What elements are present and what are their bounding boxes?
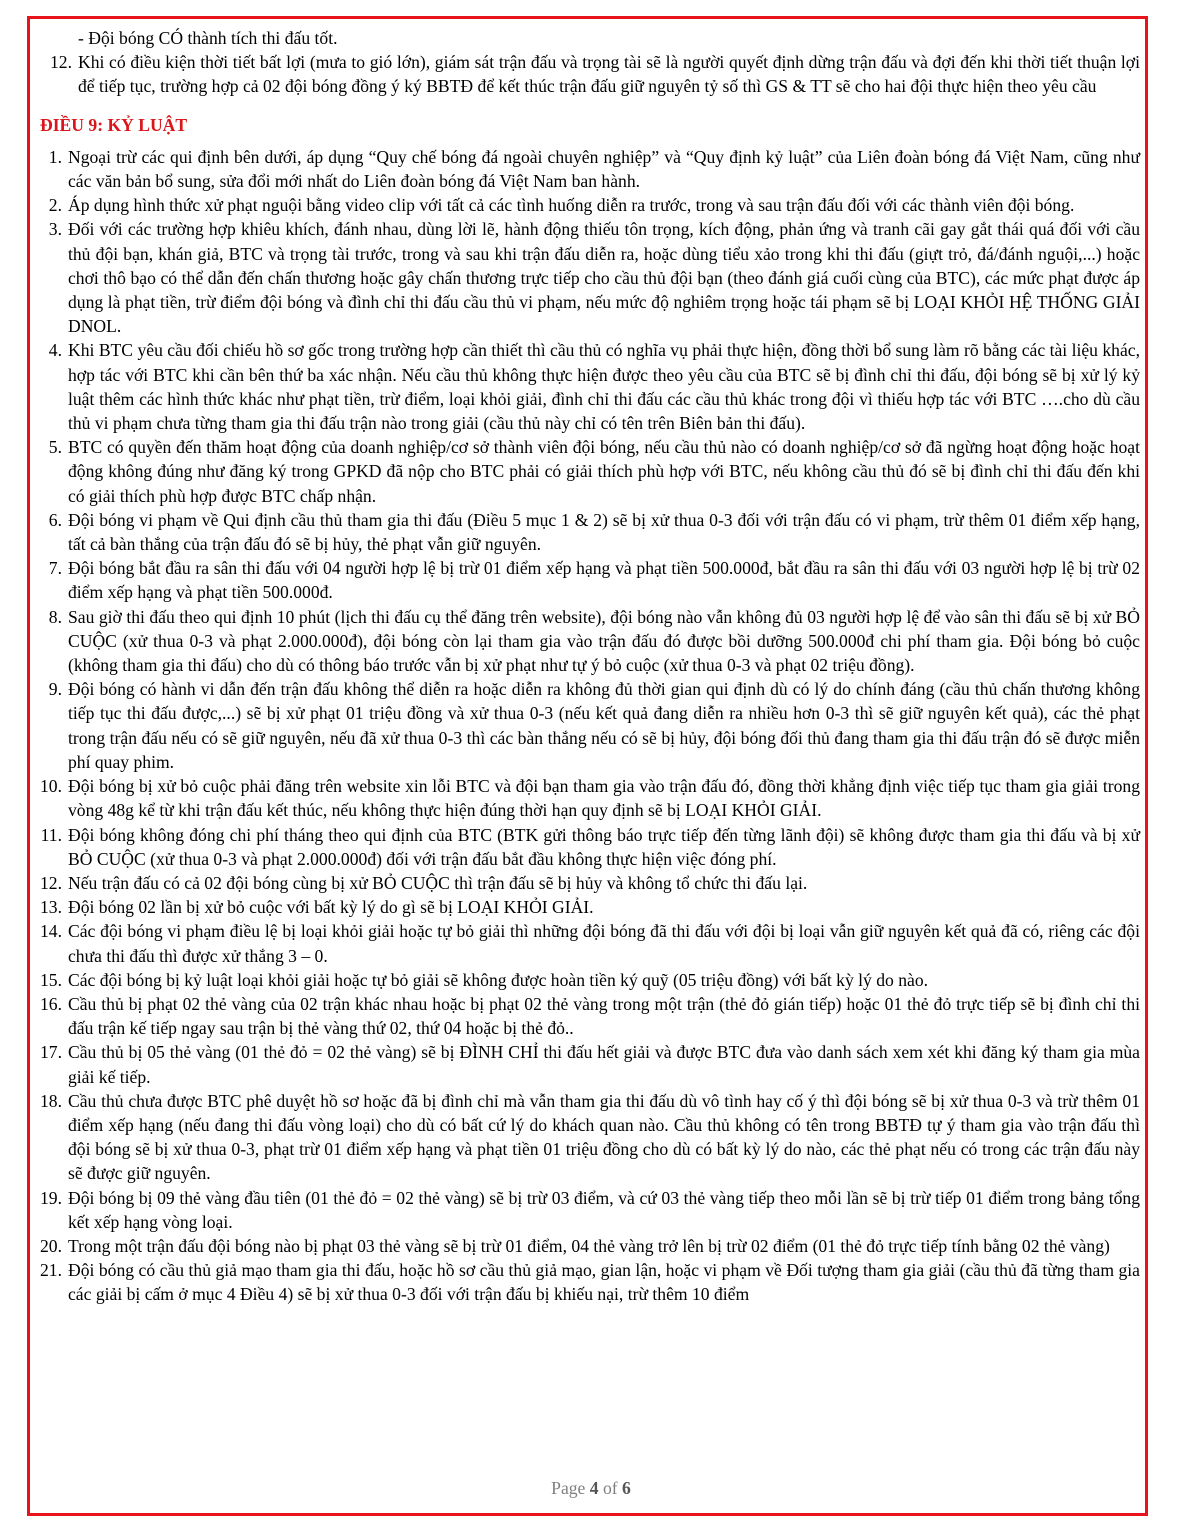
document-body [38,26,1140,1307]
list-text: Cầu thủ bị phạt 02 thẻ vàng của 02 trận khác nhau hoặc bị phạt 02 thẻ vàng trong một trận (thẻ đỏ gián tiếp) hoặc 01 thẻ đỏ trực tiếp sẽ bị đình chỉ thi đấu trận kế tiếp ngay sau trận bị thẻ vàng thứ 02, thứ 04 hoặc bị thẻ đỏ.. [68,993,1140,1039]
footer-current-page: 4 [589,1478,599,1498]
list-text: Đội bóng vi phạm về Qui định cầu thủ tham gia thi đấu (Điều 5 mục 1 & 2) sẽ bị xử thua 0-3 đối với trận đấu có vi phạm, trừ thêm 01 điểm xếp hạng, tất cả bàn thắng của trận đấu đó sẽ bị hủy, thẻ phạt vẫn giữ nguyên. [68,509,1140,555]
list-item [38,968,1140,992]
list-number: 5. [48,437,62,458]
footer-total-pages: 6 [622,1478,631,1498]
list-number: 17. [40,1042,62,1063]
list-number: 12. [40,872,62,893]
list-number: 19. [40,1187,62,1208]
list-text: Đội bóng có hành vi dẫn đến trận đấu không thể diễn ra hoặc diễn ra không đủ thời gian qui định dù có lý do chính đáng (cầu thủ chấn thương không tiếp tục thi đấu được,...) sẽ bị xử phạt 01 triệu đồng và xử thua 0-3 (nếu kết quả đang diễn ra nhiều hơn 0-3 thì sẽ giữ nguyên kết quả), các thẻ phạt trong trận đấu nếu có sẽ giữ nguyên, nếu đã xử thua 0-3 thì các bàn thắng nếu có sẽ bị hủy, đội bóng đối thủ đang tham gia thi đấu trận đó sẽ được miễn phí quay phim. [68,679,1140,772]
list-text: Đội bóng có cầu thủ giả mạo tham gia thi đấu, hoặc hồ sơ cầu thủ giả mạo, gian lận, hoặc vi phạm về Đối tượng tham gia giải (cầu thủ đã từng tham gia các giải bị cấm ở mục 4 Điều 4) sẽ bị xử thua 0-3 đối với trận đấu bị khiếu nại, trừ thêm 10 điểm [68,1260,1140,1305]
list-item [38,1089,1140,1186]
list-number: 16. [40,993,62,1014]
list-item [38,919,1140,967]
list-item [38,1040,1140,1088]
list-text: Trong một trận đấu đội bóng nào bị phạt 03 thẻ vàng sẽ bị trừ 01 điểm, 04 thẻ vàng trở lên bị trừ 02 điểm (01 thẻ đỏ trực tiếp tính bằng 02 thẻ vàng) [68,1235,1110,1256]
list-text: Áp dụng hình thức xử phạt nguội bằng video clip với tất cả các tình huống diễn ra trước, trong và sau trận đấu đối với các thành viên đội bóng. [68,195,1075,216]
list-item [38,895,1140,919]
list-text: BTC có quyền đến thăm hoạt động của doanh nghiệp/cơ sở thành viên đội bóng, nếu cầu thủ nào có doanh nghiệp/cơ sở đã ngừng hoạt động hoặc hoạt động không đúng như đăng ký trong GPKD đã nộp cho BTC phải có giải thích phù hợp với BTC, nếu không cầu thủ đó sẽ bị đình chỉ thi đấu đến khi có giải thích phù hợp được BTC chấp nhận. [68,437,1140,506]
list-item [38,871,1140,895]
footer-page-word: Page [551,1478,586,1498]
list-text: Sau giờ thi đấu theo qui định 10 phút (lịch thi đấu cụ thể đăng trên website), đội bóng nào vẫn không đủ 03 người hợp lệ để vào sân thi đấu sẽ bị xử BỎ CUỘC (xử thua 0-3 và phạt 2.000.000đ), đội bóng còn lại tham gia vào trận đấu đó được bồi dưỡng 500.000đ chi phí tham gia. Đội bóng bỏ cuộc (không tham gia thi đấu) cho dù có thông báo trước vẫn bị xử phạt như tự ý bỏ cuộc (xử thua 0-3 và phạt 02 triệu đồng). [68,606,1140,676]
top-continuation [38,26,1140,99]
continued-line: - Đội bóng CÓ thành tích thi đấu tốt. [78,28,338,48]
list-text: Ngoại trừ các qui định bên dưới, áp dụng “Quy chế bóng đá ngoài chuyên nghiệp” và “Quy định kỷ luật” của Liên đoàn bóng đá Việt Nam, cũng như các văn bản bổ sung, sửa đổi mới nhất do Liên đoàn bóng đá Việt Nam ban hành. [68,146,1140,192]
page-footer [0,1478,1182,1499]
list-number: 1. [48,146,62,167]
list-text: Đối với các trường hợp khiêu khích, đánh nhau, dùng lời lẽ, hành động thiếu tôn trọng, kích động, phản ứng và tranh cãi gay gắt thái quá đối với cầu thủ đội bạn, khán giả, BTC và trọng tài trước, trong và sau khi trận đấu diễn ra, hoặc dùng tiểu xảo trong khi thi đấu (giựt trỏ, đá/đánh nguội,...) hoặc chơi thô bạo có thể dẫn đến chấn thương hoặc gây chấn thương trực tiếp cho cầu thủ đội bạn (theo đánh giá cuối cùng của BTC), các mức phạt được áp dụng là phạt tiền, trừ điểm đội bóng và đình chỉ thi đấu cầu thủ vi phạm, nếu mức độ nghiêm trọng hoặc tái phạm sẽ bị LOẠI KHỎI HỆ THỐNG GIẢI DNOL. [68,219,1140,337]
list-number: 3. [48,219,62,240]
list-text: Cầu thủ bị 05 thẻ vàng (01 thẻ đỏ = 02 thẻ vàng) sẽ bị ĐÌNH CHỈ thi đấu hết giải và được BTC đưa vào danh sách xem xét khi đăng ký tham gia mùa giải kế tiếp. [68,1042,1140,1087]
list-item [38,145,1140,193]
list-number: 20. [40,1235,62,1256]
list-text: Đội bóng bắt đầu ra sân thi đấu với 04 người hợp lệ bị trừ 01 điểm xếp hạng và phạt tiền 500.000đ, bắt đầu ra sân thi đấu với 03 người hợp lệ bị trừ 02 điểm xếp hạng và phạt tiền 500.000đ. [68,558,1140,603]
list-text: Đội bóng bị xử bỏ cuộc phải đăng trên website xin lỗi BTC và đội bạn tham gia vào trận đấu đó, đồng thời khẳng định việc tiếp tục tham gia giải trong vòng 48g kể từ khi trận đấu kết thúc, nếu không thực hiện đúng thời hạn quy định sẽ bị LOẠI KHỎI GIẢI. [68,776,1140,821]
list-text: Cầu thủ chưa được BTC phê duyệt hồ sơ hoặc đã bị đình chỉ mà vẫn tham gia thi đấu dù vô tình hay cố ý thì đội bóng sẽ bị xử thua 0-3 và trừ thêm 01 điểm xếp hạng (nếu đang thi đấu vòng loại) cho dù có bất cứ lý do khách quan nào. Cầu thủ không có tên trong BBTĐ tự ý tham gia vào trận đấu thì đội bóng sẽ bị xử thua 0-3, phạt trừ 01 điểm xếp hạng và phạt tiền 01 triệu đồng cho dù có bất kỳ lý do nào, các thẻ phạt nếu có trong các trận đấu này sẽ được giữ nguyên. [68,1090,1140,1184]
list-number: 7. [48,558,62,579]
list-text: Nếu trận đấu có cả 02 đội bóng cùng bị xử BỎ CUỘC thì trận đấu sẽ bị hủy và không tổ chức thi đấu lại. [68,872,808,893]
list-number: 11. [40,824,62,845]
list-number: 18. [40,1090,62,1111]
list-item [38,992,1140,1040]
footer-of-word: of [602,1478,618,1498]
list-item-top-12 [48,50,1140,98]
list-text: Đội bóng 02 lần bị xử bỏ cuộc với bất kỳ lý do gì sẽ bị LOẠI KHỎI GIẢI. [68,897,594,918]
list-number: 21. [40,1260,62,1281]
list-number: 14. [40,921,62,942]
list-number: 15. [40,969,62,990]
rules-list [38,145,1140,1307]
list-text: Các đội bóng vi phạm điều lệ bị loại khỏi giải hoặc tự bỏ giải thì những đội bóng đã thi đấu với đội bị loại vẫn giữ nguyên kết quả đã có, riêng các đội chưa thi đấu thì được xử thắng 3 – 0. [68,921,1140,966]
list-item [38,1258,1140,1306]
list-number: 2. [48,195,62,216]
list-item [38,217,1140,338]
list-text: Đội bóng không đóng chi phí tháng theo qui định của BTC (BTK gửi thông báo trực tiếp đến từng lãnh đội) sẽ không được tham gia thi đấu và bị xử BỎ CUỘC (xử thua 0-3 và phạt 2.000.000đ) đối với trận đấu bắt đầu không thực hiện việc đóng phí. [68,824,1140,869]
list-item [38,556,1140,604]
list-item [38,605,1140,678]
list-number: 13. [40,897,62,918]
list-number: 9. [48,679,62,700]
list-item [38,1234,1140,1258]
list-text: Đội bóng bị 09 thẻ vàng đầu tiên (01 thẻ đỏ = 02 thẻ vàng) sẽ bị trừ 03 điểm, và cứ 03 thẻ vàng tiếp theo mỗi lần sẽ bị trừ tiếp 01 điểm trong bảng tổng kết xếp hạng vòng loại. [68,1187,1140,1232]
list-item [38,677,1140,774]
list-text: Khi BTC yêu cầu đối chiếu hồ sơ gốc trong trường hợp cần thiết thì cầu thủ có nghĩa vụ phải thực hiện, đồng thời bổ sung làm rõ bằng các tài liệu khác, hợp tác với BTC khi cần bên thứ ba xác nhận. Nếu cầu thủ không thực hiện được theo yêu cầu của BTC sẽ bị đình chỉ thi đấu, đội bóng sẽ bị xử lý kỷ luật thêm các hình thức khác như phạt tiền, trừ điểm, loại khỏi giải, đình chỉ thi đấu các cầu thủ khác trong đội vì thiếu hợp tác với BTC ….cho dù cầu thủ vi phạm chưa từng tham gia thi đấu trận nào trong giải (cầu thủ này chỉ có tên trên Biên bản thi đấu). [68,340,1140,434]
list-text: Các đội bóng bị kỷ luật loại khỏi giải hoặc tự bỏ giải sẽ không được hoàn tiền ký quỹ (05 triệu đồng) với bất kỳ lý do nào. [68,969,929,990]
list-item [38,193,1140,217]
list-item [38,338,1140,435]
list-number: 8. [48,606,62,627]
list-item [38,774,1140,822]
list-number: 4. [48,340,62,361]
list-item [38,823,1140,871]
list-item [38,435,1140,508]
list-number: 10. [40,776,62,797]
list-text: Khi có điều kiện thời tiết bất lợi (mưa to gió lớn), giám sát trận đấu và trọng tài sẽ là người quyết định dừng trận đấu và đợi đến khi thời tiết thuận lợi để tiếp tục, trường hợp cả 02 đội bóng đồng ý ký BBTĐ để kết thúc trận đấu giữ nguyên tỷ số thì GS & TT sẽ cho hai đội thực hiện theo yêu cầu [78,52,1140,97]
list-item [38,508,1140,556]
list-number: 12. [50,52,72,73]
section-heading: ĐIỀU 9: KỶ LUẬT [40,114,188,135]
list-item [38,1186,1140,1234]
list-number: 6. [48,509,62,530]
